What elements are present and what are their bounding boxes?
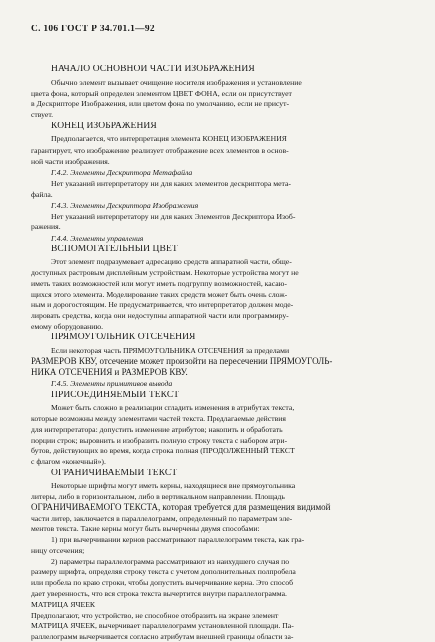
page-header: С. 106 ГОСТ Р 34.701.1—92 (31, 25, 155, 34)
section-heading: НАЧАЛО ОСНОВНОЙ ЧАСТИ ИЗОБРАЖЕНИЯ (51, 65, 255, 75)
subsection-heading: Г.4.3. Элементы Дескриптора Изображения (51, 200, 199, 210)
text-line: ным и дорогостоящим. Не предусматривается, что интерпретатор должен моде- (31, 300, 294, 310)
text-line: для интерпретатора: допустить изменение атрибутов; накопить и обработать (31, 424, 283, 434)
text-line: или пробела по краю строки, чтобы допустить вычерчивание керна. Это способ (31, 578, 294, 588)
text-line: раллелограмм вычерчивается согласно атрибутам внешней границы области за- (31, 632, 294, 641)
text-line: ОГРАНИЧИВАЕМОГО ТЕКСТА, которая требуется для размещения видимой (31, 502, 331, 512)
text-line: литеры, либо в горизонтальном, либо в вертикальном направлении. Площадь (31, 492, 285, 502)
text-line: емому оборудованию. (31, 321, 104, 331)
text-line: ражения. (31, 222, 61, 232)
text-line: порции строк; выровнить и изобразить полную строку текста с набором атри- (31, 435, 288, 445)
text-line: 2) параметры параллелограмма рассматривают из наихудшего случая по (51, 556, 290, 566)
text-line: ствует. (31, 110, 54, 120)
text-line: которые возможны между элементами частей текста. Предлагаемые действия (31, 414, 286, 424)
text-line: щихся этого элемента. Моделирование таких средств может быть очень слож- (31, 289, 288, 299)
text-line: ной части изображения. (31, 156, 110, 166)
text-line: доступных растровым дисплейным устройствам. Некоторые устройства могут не (31, 268, 299, 277)
text-line: файла. (31, 190, 53, 199)
text-line: иметь таких возможностей или могут иметь подгруппу возможностей, касаю- (31, 278, 287, 288)
text-line: Некоторые шрифты могут иметь керны, находящиеся вне прямоугольника (51, 481, 296, 491)
text-line: НИКА ОТСЕЧЕНИЯ и РАЗМЕРОВ КВУ. (31, 368, 188, 378)
text-line: в Дескрипторе Изображения, или цветом фона по умолчанию, если не присут- (31, 99, 290, 109)
text-line: дает уверенность, что вся строка текста вычертится внутри параллелограмма. (31, 589, 287, 598)
text-line: Если некоторая часть ПРЯМОУГОЛЬНИКА ОТСЕЧЕНИЯ за пределами (51, 346, 290, 355)
section-heading: ОГРАНИЧИВАЕМЫЙ ТЕКСТ (51, 468, 178, 478)
text-line: лировать средства, когда они недоступны аппаратной части или программиру- (31, 311, 289, 320)
text-line: МАТРИЦА ЯЧЕЕК, вычерчивает параллелограмм установленной площади. Па- (31, 621, 294, 631)
text-line: с флагом «конечный»). (31, 457, 106, 467)
section-heading: КОНЕЦ ИЗОБРАЖЕНИЯ (51, 121, 157, 131)
subsection-heading: Г.4.4. Элементы управления (51, 233, 144, 243)
text-line: Может быть сложно в реализации сгладить изменения в атрибутах текста, (51, 403, 295, 413)
text-line: части литер, заключается в параллелограмм, определенный по параметрам эле- (31, 513, 293, 523)
subsection-heading: Г.4.5. Элементы примитивов вывода (51, 379, 173, 389)
text-line: РАЗМЕРОВ КВУ, отсечение может произойти на пересечении ПРЯМОУГОЛЬ- (31, 356, 333, 366)
text-line: 1) при вычерчивании кернов рассматривают параллелограмм текста, как гра- (51, 535, 305, 545)
section-heading: ПРЯМОУГОЛЬНИК ОТСЕЧЕНИЯ (51, 333, 196, 343)
section-heading: ПРИСОЕДИНЯЕМЫЙ ТЕКСТ (51, 390, 180, 400)
text-line: ницу отсечения; (31, 545, 85, 555)
text-line: Этот элемент подразумевает адресацию средств аппаратной части, обще- (51, 257, 292, 267)
text-line: МАТРИЦА ЯЧЕЕК (31, 599, 96, 609)
text-line: Нет указаний интерпретатору ни для каких Элементов Дескриптора Изоб- (51, 211, 296, 221)
text-line: Предполагают, что устройство, не способное отобразить на экране элемент (31, 610, 279, 620)
text-line: размеру шрифта, определяя строку текста с учетом дополнительных полпробела (31, 567, 296, 577)
text-line: ментов текста. Такие керны могут быть вычерчены двумя способами: (31, 524, 260, 534)
text-line: гарантирует, что изображение реализует отображение всех элементов в основ- (31, 146, 289, 155)
section-heading: ВСПОМОГАТЕЛЬНЫЙ ЦВЕТ (51, 244, 178, 254)
text-line: цвета фона, который определен элементом ЦВЕТ ФОНА, если он присутствует (31, 88, 292, 98)
text-line: Нет указаний интерпретатору ни для каких элементов дескриптора мета- (51, 179, 291, 189)
text-line: Предполагается, что интерпретация элемента КОНЕЦ ИЗОБРАЖЕНИЯ (51, 134, 287, 144)
subsection-heading: Г.4.2. Элементы Дескриптора Метафайла (51, 167, 193, 177)
text-line: бутов, действующих во время, когда строка полная (ПРОДОЛЖЕННЫЙ ТЕКСТ (31, 446, 295, 456)
text-line: Обычно элемент вызывает очищение носителя изображения и установление (51, 77, 302, 87)
